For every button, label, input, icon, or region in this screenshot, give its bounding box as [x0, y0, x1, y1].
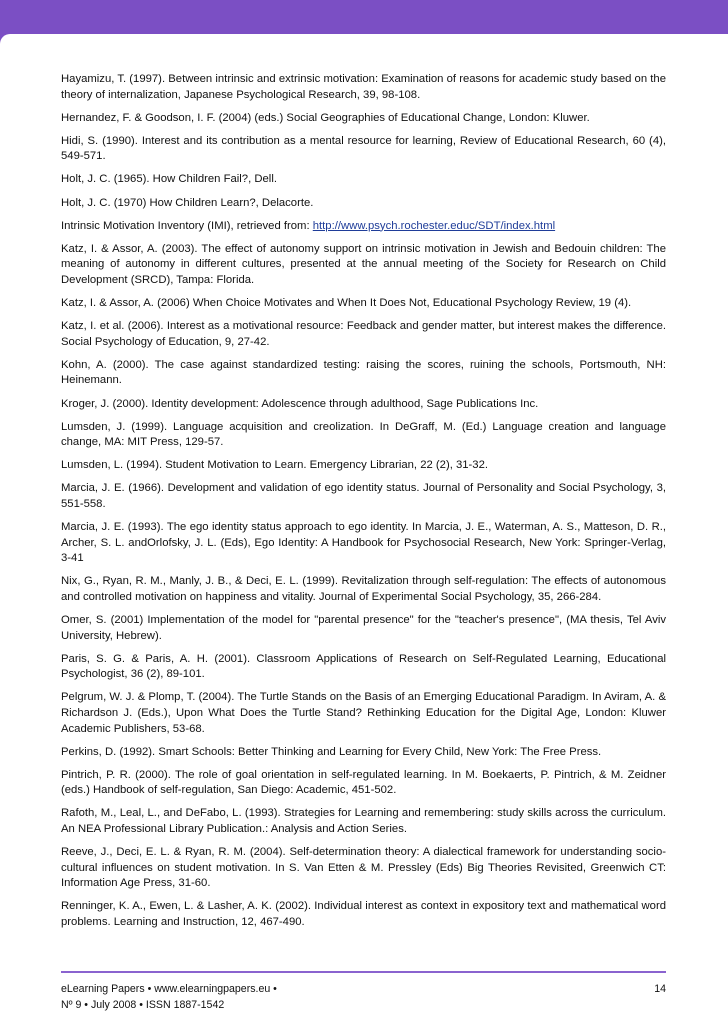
reference-entry: [61, 574, 666, 605]
reference-entry: [61, 358, 666, 389]
reference-entry: [61, 296, 666, 312]
reference-text: Katz, I. et al. (2006). Interest as a motivational resource: Feedback and gender matter, but interest makes the difference. Social Psychology of Education, 9, 27-42.: [61, 320, 666, 348]
reference-text: Holt, J. C. (1970) How Children Learn?, Delacorte.: [61, 196, 314, 209]
reference-entry: [61, 196, 666, 212]
reference-entry: [61, 111, 666, 127]
footer-publication: eLearning Papers • www.elearningpapers.eu •: [61, 983, 277, 995]
reference-text: Holt, J. C. (1965). How Children Fail?, Dell.: [61, 173, 277, 186]
reference-text: Pintrich, P. R. (2000). The role of goal orientation in self-regulated learning. In M. Boekaerts, P. Pintrich, & M. Zeidner (eds.) Handbook of self-regulation, San Diego: Academic, 451-502.: [61, 768, 666, 797]
reference-entry: [61, 806, 666, 837]
reference-text: Rafoth, M., Leal, L., and DeFabo, L. (1993). Strategies for Learning and remembering: study skills across the curriculum. An NEA Professional Library Publication.: Analysis and Action Series.: [61, 807, 666, 836]
reference-text: Kroger, J. (2000). Identity development: Adolescence through adulthood, Sage Publications Inc.: [61, 397, 539, 410]
reference-entry: [61, 613, 666, 644]
reference-entry: [61, 242, 666, 289]
reference-entry: [61, 845, 666, 892]
reference-text: Hayamizu, T. (1997). Between intrinsic and extrinsic motivation: Examination of reasons for academic study based on the theory of internalization, Japanese Psychological Research, 39, 98-108.: [61, 73, 666, 101]
reference-list: [61, 72, 666, 938]
reference-text: Hernandez, F. & Goodson, I. F. (2004) (eds.) Social Geographies of Educational Change, London: Kluwer.: [61, 111, 590, 124]
reference-link[interactable]: http://www.psych.rochester.educ/SDT/index.html: [312, 219, 556, 232]
reference-text: Perkins, D. (1992). Smart Schools: Better Thinking and Learning for Every Child, New York: The Free Press.: [61, 745, 602, 758]
reference-entry: [61, 319, 666, 350]
reference-entry: [61, 397, 666, 413]
reference-entry: [61, 219, 666, 235]
reference-entry: [61, 899, 666, 930]
reference-entry: [61, 652, 666, 683]
reference-entry: [61, 520, 666, 567]
reference-entry: [61, 420, 666, 451]
reference-entry: [61, 745, 666, 761]
reference-text: Renninger, K. A., Ewen, L. & Lasher, A. K. (2002). Individual interest as context in expository text and mathematical word problems. Learning and Instruction, 12, 467-490.: [61, 900, 666, 929]
reference-text: Intrinsic Motivation Inventory (IMI), retrieved from:: [61, 219, 313, 232]
reference-entry: [61, 134, 666, 165]
page-number: 14: [654, 983, 666, 995]
reference-text: Lumsden, J. (1999). Language acquisition and creolization. In DeGraff, M. (Ed.) Language creation and language change, MA: MIT Press, 129-57.: [61, 420, 666, 449]
reference-entry: [61, 690, 666, 737]
reference-text: Katz, I. & Assor, A. (2003). The effect of autonomy support on intrinsic motivation in Jewish and Bedouin children: The meaning of autonomy in different cultures, presented at the annual meeting of the Society for Research on Child Development (SRCD), Tampa: Florida.: [61, 242, 666, 286]
reference-text: Kohn, A. (2000). The case against standardized testing: raising the scores, ruining the schools, Portsmouth, NH: Heinemann.: [61, 358, 666, 387]
reference-text: Lumsden, L. (1994). Student Motivation to Learn. Emergency Librarian, 22 (2), 31-32.: [61, 459, 489, 472]
reference-text: Nix, G., Ryan, R. M., Manly, J. B., & Deci, E. L. (1999). Revitalization through self-regulation: The effects of autonomous and controlled motivation on happiness and vitality. Journal of Experimental Social Psychology, 35, 266-284.: [61, 575, 666, 603]
header-corner-decoration: [0, 34, 10, 44]
footer-divider: [61, 971, 666, 973]
reference-text: Hidi, S. (1990). Interest and its contribution as a mental resource for learning, Review of Educational Research, 60 (4), 549-571.: [61, 134, 666, 163]
reference-text: Paris, S. G. & Paris, A. H. (2001). Classroom Applications of Research on Self-Regulated Learning, Educational Psychologist, 36 (2), 89-101.: [61, 652, 666, 681]
page-footer: [61, 982, 666, 1013]
reference-text: Pelgrum, W. J. & Plomp, T. (2004). The Turtle Stands on the Basis of an Emerging Educational Paradigm. In Aviram, A. & Richardson J. (Eds.), Upon What Does the Turtle Stand? Rethinking Education for the Digital Age, London: Kluwer Academic Publishers, 53-68.: [61, 691, 666, 735]
reference-text: Marcia, J. E. (1993). The ego identity status approach to ego identity. In Marcia, J. E., Waterman, A. S., Matteson, D. R., Archer, S. L. andOrlofsky, J. L. (Eds), Ego Identity: A Handbook for Psychosocial Research, New York: Springer-Verlag, 3-41: [61, 521, 666, 565]
reference-text: Katz, I. & Assor, A. (2006) When Choice Motivates and When It Does Not, Educational Psychology Review, 19 (4).: [61, 297, 632, 310]
footer-issue: Nº 9 • July 2008 • ISSN 1887-1542: [61, 998, 225, 1011]
reference-text: Reeve, J., Deci, E. L. & Ryan, R. M. (2004). Self-determination theory: A dialectical framework for understanding socio-cultural influences on student motivation. In S. Van Etten & M. Pressley (Eds) Big Theories Revisited, Greenwich CT: Information Age Press, 31-60.: [61, 846, 666, 890]
reference-entry: [61, 458, 666, 474]
reference-entry: [61, 481, 666, 512]
reference-entry: [61, 72, 666, 103]
header-band: [0, 0, 728, 34]
reference-entry: [61, 768, 666, 799]
reference-text: Marcia, J. E. (1966). Development and validation of ego identity status. Journal of Personality and Social Psychology, 3, 551-558.: [61, 482, 666, 510]
reference-entry: [61, 172, 666, 188]
reference-text: Omer, S. (2001) Implementation of the model for "parental presence" for the "teacher's presence", (MA thesis, Tel Aviv University, Hebrew).: [61, 614, 666, 642]
